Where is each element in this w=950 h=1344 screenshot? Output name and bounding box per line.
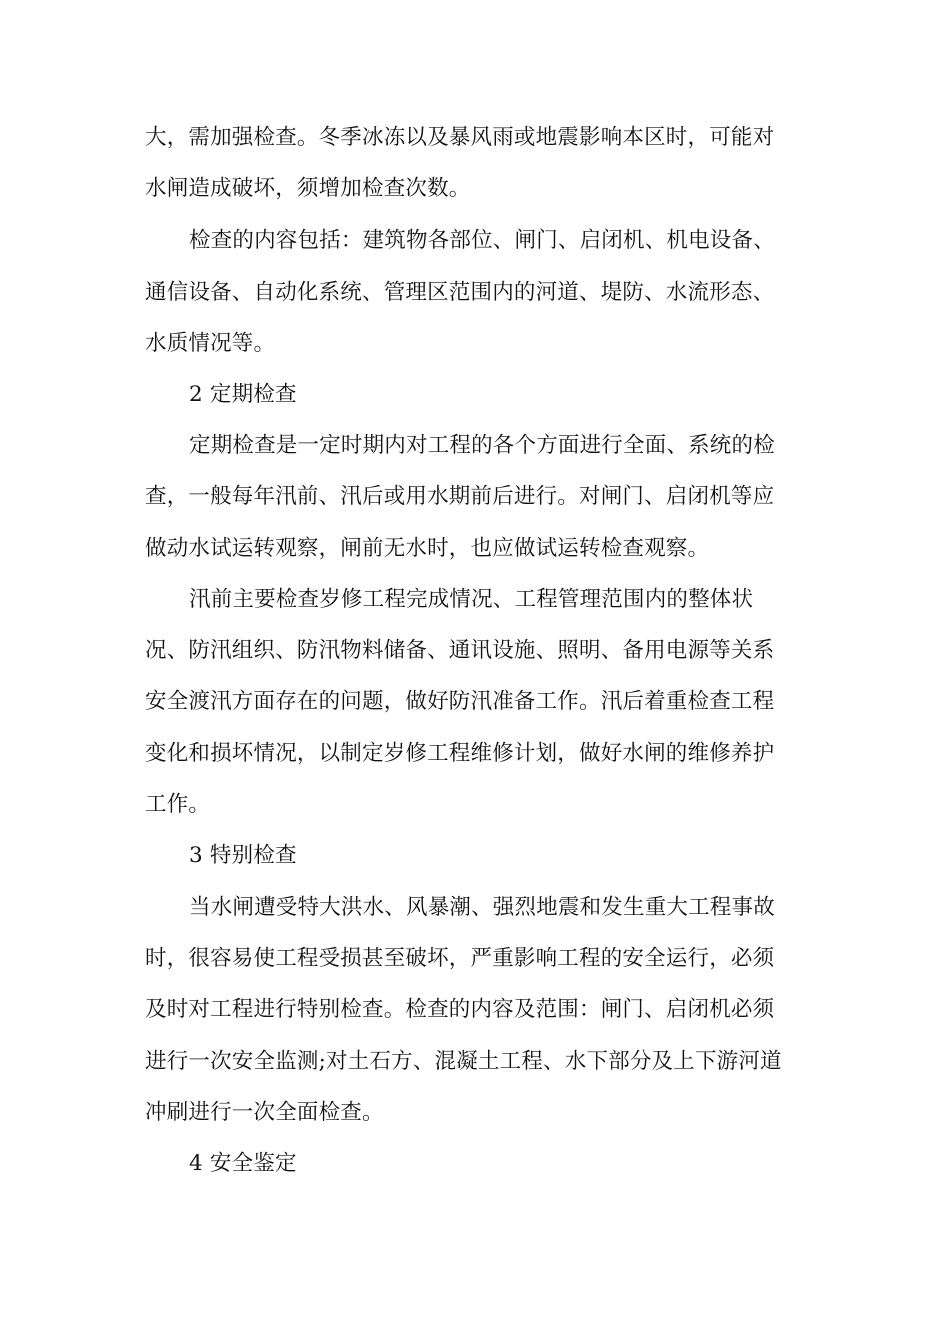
paragraph-line: 检查的内容包括：建筑物各部位、闸门、启闭机、机电设备、 [189,228,775,253]
section-heading: 3 特别检查 [189,843,297,868]
text-line: 水质情况等。 [145,331,276,356]
text-line: 大，需加强检查。冬季冰冻以及暴风雨或地震影响本区时，可能对 [145,125,775,150]
text-line: 进行一次安全监测;对土石方、混凝土工程、水下部分及上下游河道 [145,1049,782,1074]
section-heading: 2 定期检查 [189,382,297,407]
text-line: 工作。 [145,792,211,817]
text-line: 及时对工程进行特别检查。检查的内容及范围：闸门、启闭机必须 [145,997,775,1022]
text-line: 水闸造成破坏，须增加检查次数。 [145,176,471,201]
text-line: 安全渡汛方面存在的问题，做好防汛准备工作。汛后着重检查工程 [145,689,775,714]
text-line: 况、防汛组织、防汛物料储备、通讯设施、照明、备用电源等关系 [145,638,775,663]
paragraph-line: 定期检查是一定时期内对工程的各个方面进行全面、系统的检 [189,433,775,458]
text-line: 时，很容易使工程受损甚至破坏，严重影响工程的安全运行，必须 [145,946,775,971]
text-line: 查，一般每年汛前、汛后或用水期前后进行。对闸门、启闭机等应 [145,484,775,509]
text-line: 通信设备、自动化系统、管理区范围内的河道、堤防、水流形态、 [145,280,775,305]
paragraph-line: 当水闸遭受特大洪水、风暴潮、强烈地震和发生重大工程事故 [189,895,775,920]
text-line: 做动水试运转观察，闸前无水时，也应做试运转检查观察。 [145,536,710,561]
paragraph-line: 汛前主要检查岁修工程完成情况、工程管理范围内的整体状 [189,587,754,612]
text-line: 冲刷进行一次全面检查。 [145,1100,384,1125]
text-line: 变化和损坏情况，以制定岁修工程维修计划，做好水闸的维修养护 [145,741,775,766]
section-heading: 4 安全鉴定 [189,1151,297,1176]
